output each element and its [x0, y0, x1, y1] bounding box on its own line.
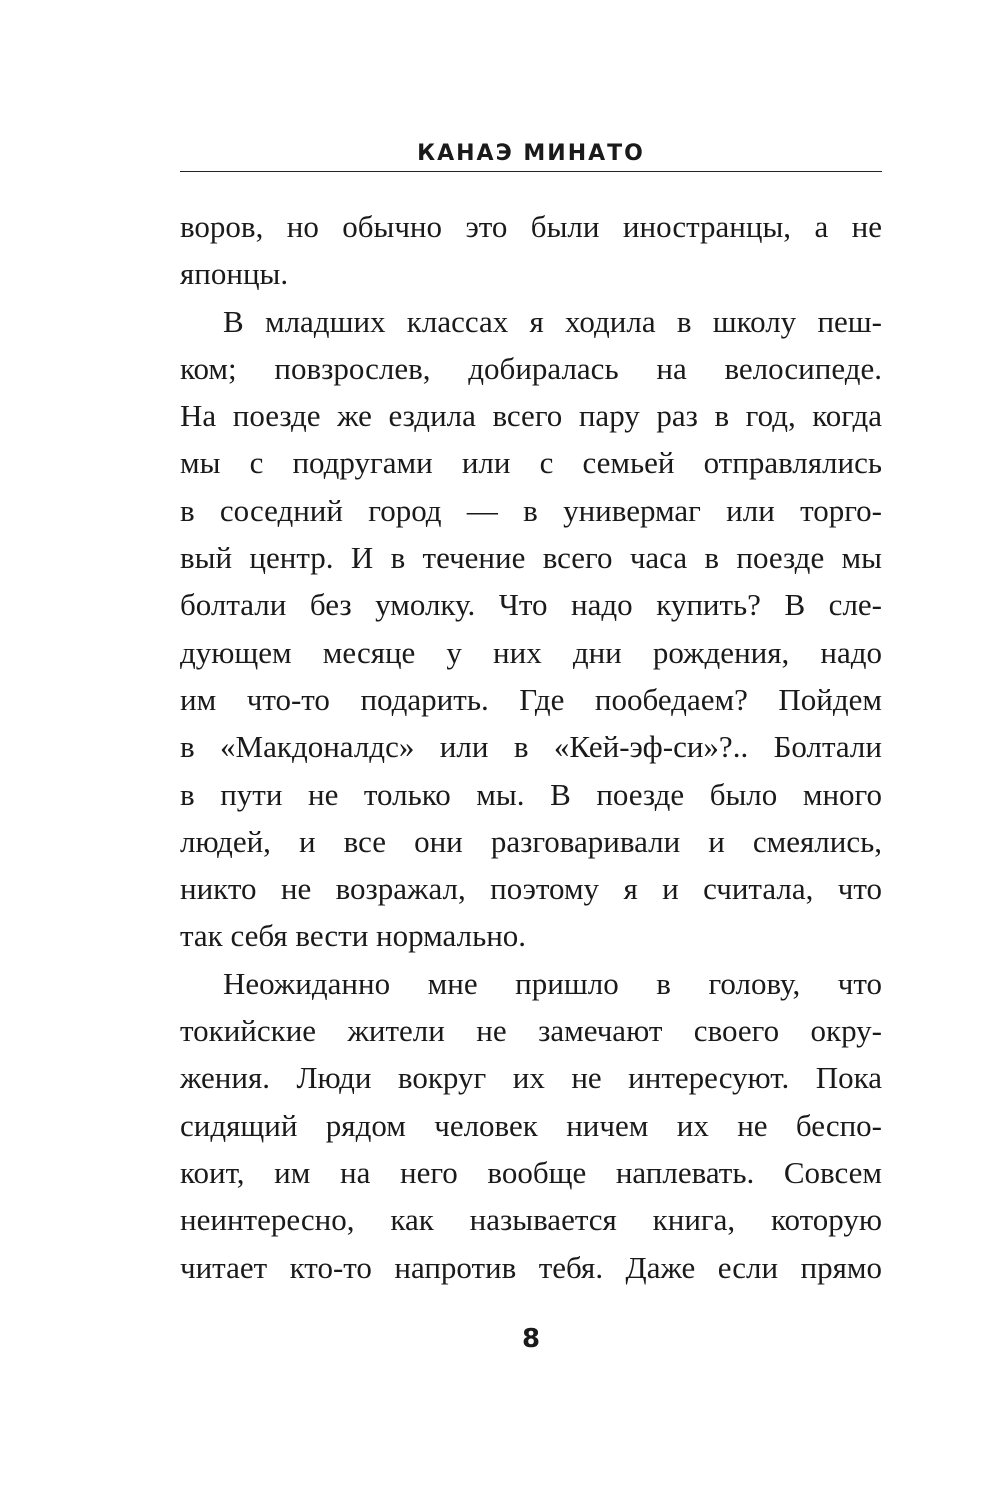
text-line: В младших классах я ходила в школу пеш- — [223, 303, 882, 339]
text-line: На поезде же ездила всего пару раз в год, когда — [180, 398, 882, 434]
text-line: японцы. — [180, 256, 289, 292]
text-line: неинтересно, как называется книга, которую — [180, 1202, 882, 1238]
running-head-title: КАНАЭ МИНАТО — [417, 141, 645, 166]
text-line: в «Макдоналдс» или в «Кей-эф-си»?.. Болтали — [180, 729, 882, 765]
body-text — [180, 203, 882, 1291]
text-line: в соседний город — в универмаг или торго- — [180, 492, 882, 528]
text-line: вый центр. И в течение всего часа в поезде мы — [180, 540, 882, 576]
text-line: людей, и все они разговаривали и смеялись, — [180, 823, 882, 859]
text-line: так себя вести нормально. — [180, 918, 527, 954]
text-line: жения. Люди вокруг их не интересуют. Пока — [180, 1060, 882, 1096]
text-line: читает кто-то напротив тебя. Даже если прямо — [180, 1249, 882, 1285]
text-line: Неожиданно мне пришло в голову, что — [223, 965, 882, 1001]
page-number: 8 — [521, 1324, 541, 1354]
text-line: воров, но обычно это были иностранцы, а не — [180, 209, 882, 244]
text-line: никто не возражал, поэтому я и считала, что — [180, 871, 882, 907]
text-line: коит, им на него вообще наплевать. Совсем — [180, 1154, 882, 1190]
text-line: им что-то подарить. Где пообедаем? Пойдем — [180, 681, 882, 717]
text-line: ком; повзрослев, добиралась на велосипеде. — [180, 350, 882, 386]
text-line: мы с подругами или с семьей отправлялись — [180, 445, 882, 481]
text-line: токийские жители не замечают своего окру- — [180, 1013, 882, 1049]
text-line: болтали без умолку. Что надо купить? В сле- — [180, 587, 882, 623]
text-line: дующем месяце у них дни рождения, надо — [180, 634, 882, 670]
header-rule — [180, 171, 882, 172]
text-line: в пути не только мы. В поезде было много — [180, 776, 882, 812]
text-line: сидящий рядом человек ничем их не беспо- — [180, 1107, 882, 1143]
